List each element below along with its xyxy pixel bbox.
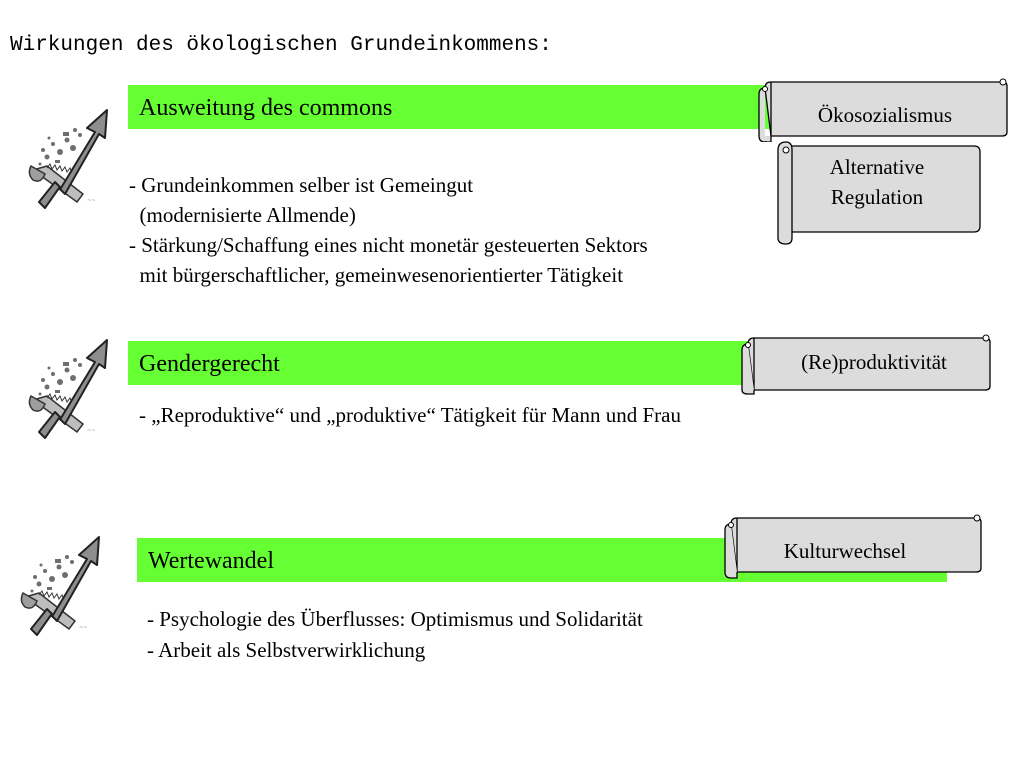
bullet-line: - Stärkung/Schaffung eines nicht monetär gesteuerten Sektors <box>129 233 648 257</box>
slide-title: Wirkungen des ökologischen Grundeinkommens: <box>10 34 552 57</box>
scroll-tag-label: Kulturwechsel <box>783 539 907 563</box>
section-heading: Gendergerecht <box>139 351 280 377</box>
bullet-line: - Grundeinkommen selber ist Gemeingut <box>129 173 474 197</box>
scroll-tag-label: Ökosozialismus <box>817 103 953 127</box>
scroll-tag-label: Alternative Regulation <box>829 155 925 209</box>
scroll-tag-label: (Re)produktivität <box>801 350 947 374</box>
growth-arrow-saw-icon <box>17 529 105 637</box>
bullet-line: (modernisierte Allmende) <box>129 203 356 227</box>
bullet-line: - Arbeit als Selbstverwirklichung <box>147 638 426 662</box>
bullet-line: - „Reproduktive“ und „produktive“ Tätigkeit für Mann und Frau <box>139 403 681 427</box>
growth-arrow-saw-icon <box>25 102 113 210</box>
bullet-line: - Psychologie des Überflusses: Optimismus und Solidarität <box>147 607 643 631</box>
bullet-line: mit bürgerschaftlicher, gemeinwesenorientierter Tätigkeit <box>129 263 624 287</box>
section-heading: Ausweitung des commons <box>139 95 393 121</box>
growth-arrow-saw-icon <box>25 332 113 440</box>
section-heading: Wertewandel <box>148 548 274 574</box>
